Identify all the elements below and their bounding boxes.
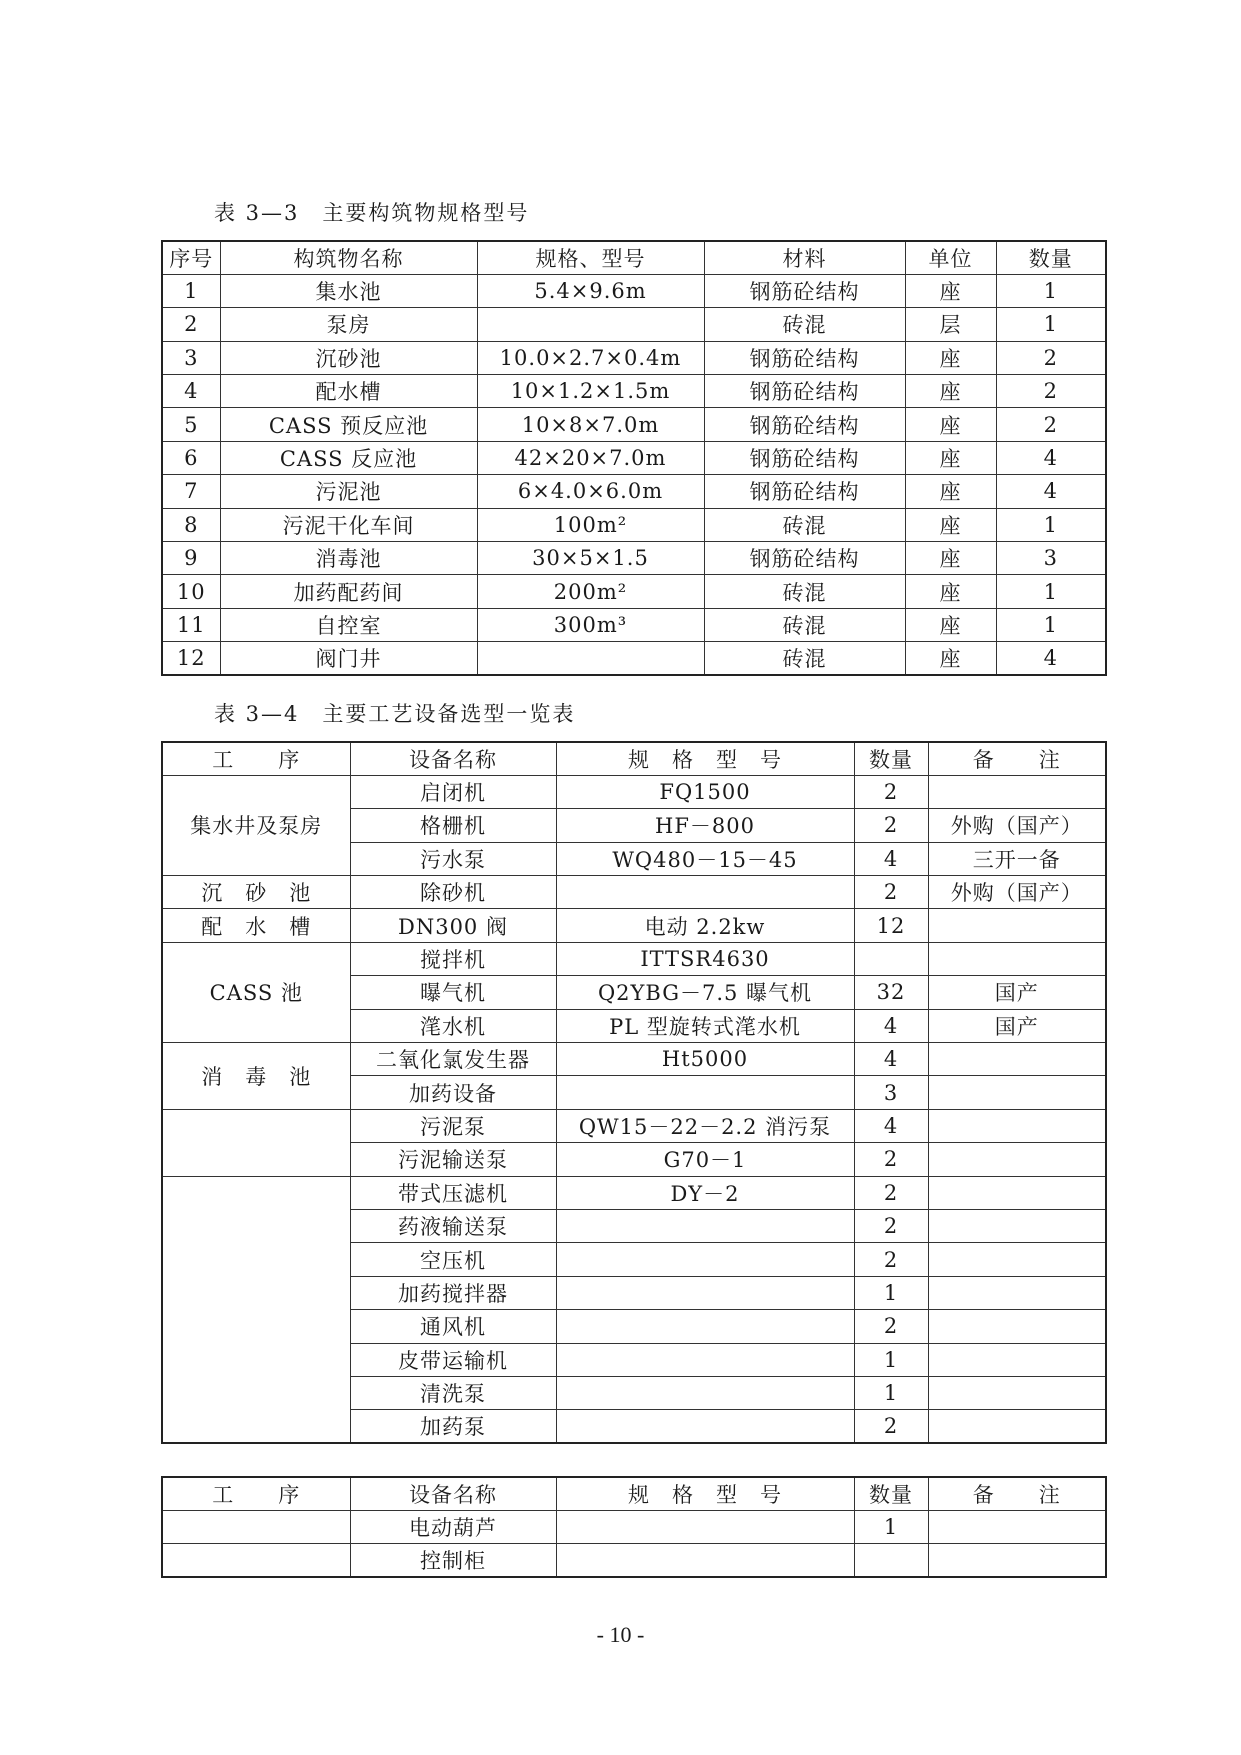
cell-quantity: 4 xyxy=(854,1009,928,1042)
cell-quantity: 1 xyxy=(996,508,1106,541)
page-number: - 10 - xyxy=(596,1622,645,1647)
cell-unit: 座 xyxy=(905,475,996,508)
cell-spec: QW15－22－2.2 消污泵 xyxy=(556,1109,854,1142)
cell-equipment-name: DN300 阀 xyxy=(350,909,556,942)
cell-note xyxy=(928,1544,1106,1577)
table-row xyxy=(162,508,1106,541)
cell-equipment-name: 污泥输送泵 xyxy=(350,1143,556,1176)
cell-quantity: 4 xyxy=(854,1043,928,1076)
table-row xyxy=(162,642,1106,675)
cell-material: 砖混 xyxy=(704,608,905,641)
cell-equipment-name: 曝气机 xyxy=(350,976,556,1009)
cell-note: 三开一备 xyxy=(928,842,1106,875)
table-row xyxy=(162,909,1106,942)
cell-quantity: 2 xyxy=(854,1176,928,1209)
cell-equipment-name: 格栅机 xyxy=(350,809,556,842)
cell-index: 11 xyxy=(162,608,220,641)
cell-note: 国产 xyxy=(928,976,1106,1009)
header-index: 序号 xyxy=(162,241,220,274)
header-spec: 规格、型号 xyxy=(477,241,704,274)
cell-note: 国产 xyxy=(928,1009,1106,1042)
header-spec: 规 格 型 号 xyxy=(556,1477,854,1510)
cell-note xyxy=(928,1276,1106,1309)
cell-quantity: 2 xyxy=(854,809,928,842)
table-row xyxy=(162,1043,1106,1076)
cell-unit: 座 xyxy=(905,542,996,575)
cell-equipment-name: 皮带运输机 xyxy=(350,1343,556,1376)
cell-process-group-empty xyxy=(162,1176,350,1443)
header-quantity: 数量 xyxy=(996,241,1106,274)
table-row xyxy=(162,575,1106,608)
cell-note xyxy=(928,1176,1106,1209)
cell-index: 10 xyxy=(162,575,220,608)
cell-equipment-name: 搅拌机 xyxy=(350,942,556,975)
cell-spec xyxy=(556,1376,854,1409)
cell-quantity: 32 xyxy=(854,976,928,1009)
cell-structure-name: 阀门井 xyxy=(220,642,477,675)
cell-quantity: 4 xyxy=(996,642,1106,675)
cell-structure-name: CASS 反应池 xyxy=(220,441,477,474)
cell-spec xyxy=(556,876,854,909)
cell-unit: 座 xyxy=(905,508,996,541)
table-row xyxy=(162,1176,1106,1209)
table-row xyxy=(162,1544,1106,1577)
cell-equipment-name: 除砂机 xyxy=(350,876,556,909)
cell-equipment-name: 通风机 xyxy=(350,1310,556,1343)
cell-quantity: 2 xyxy=(854,775,928,808)
cell-unit: 座 xyxy=(905,274,996,307)
cell-spec: 42×20×7.0m xyxy=(477,441,704,474)
cell-spec: WQ480－15－45 xyxy=(556,842,854,875)
cell-structure-name: 集水池 xyxy=(220,274,477,307)
cell-index: 4 xyxy=(162,375,220,408)
table-row xyxy=(162,1109,1106,1142)
cell-material: 砖混 xyxy=(704,508,905,541)
cell-note xyxy=(928,1143,1106,1176)
cell-material: 钢筋砼结构 xyxy=(704,341,905,374)
cell-quantity: 2 xyxy=(996,375,1106,408)
cell-quantity: 1 xyxy=(996,608,1106,641)
table-3-4 xyxy=(161,741,1107,1444)
cell-note xyxy=(928,1076,1106,1109)
cell-structure-name: 消毒池 xyxy=(220,542,477,575)
header-quantity: 数量 xyxy=(854,1477,928,1510)
cell-quantity: 1 xyxy=(854,1376,928,1409)
table-row xyxy=(162,375,1106,408)
cell-quantity: 2 xyxy=(854,1209,928,1242)
cell-quantity: 12 xyxy=(854,909,928,942)
table-3-3-caption: 表 3—3 主要构筑物规格型号 xyxy=(214,201,530,225)
cell-process-group: 集水井及泵房 xyxy=(162,775,350,875)
table-row xyxy=(162,608,1106,641)
cell-spec: 10×1.2×1.5m xyxy=(477,375,704,408)
cell-note: 外购（国产） xyxy=(928,876,1106,909)
cell-spec xyxy=(556,1276,854,1309)
cell-spec xyxy=(556,1076,854,1109)
cell-process-group: 沉 砂 池 xyxy=(162,876,350,909)
cell-index: 2 xyxy=(162,308,220,341)
cell-spec xyxy=(556,1544,854,1577)
table-row xyxy=(162,876,1106,909)
cell-equipment-name: 带式压滤机 xyxy=(350,1176,556,1209)
cell-spec xyxy=(556,1243,854,1276)
cell-process-group: 配 水 槽 xyxy=(162,909,350,942)
cell-quantity: 1 xyxy=(854,1276,928,1309)
cell-index: 9 xyxy=(162,542,220,575)
cell-quantity: 4 xyxy=(996,441,1106,474)
header-equipment-name: 设备名称 xyxy=(350,742,556,775)
cell-quantity xyxy=(854,1544,928,1577)
cell-spec: 30×5×1.5 xyxy=(477,542,704,575)
cell-equipment-name: 清洗泵 xyxy=(350,1376,556,1409)
cell-structure-name: 沉砂池 xyxy=(220,341,477,374)
cell-quantity: 2 xyxy=(854,1410,928,1443)
cell-unit: 座 xyxy=(905,375,996,408)
table-3-4-continued xyxy=(161,1476,1107,1578)
cell-spec: 电动 2.2kw xyxy=(556,909,854,942)
cell-equipment-name: 污泥泵 xyxy=(350,1109,556,1142)
cell-material: 钢筋砼结构 xyxy=(704,274,905,307)
cell-spec xyxy=(556,1343,854,1376)
table-row xyxy=(162,274,1106,307)
cell-equipment-name: 空压机 xyxy=(350,1243,556,1276)
cell-spec xyxy=(477,308,704,341)
cell-equipment-name: 加药泵 xyxy=(350,1410,556,1443)
cell-process-group: 消 毒 池 xyxy=(162,1043,350,1110)
table-header-row xyxy=(162,742,1106,775)
cell-quantity: 2 xyxy=(996,408,1106,441)
header-unit: 单位 xyxy=(905,241,996,274)
cell-spec: FQ1500 xyxy=(556,775,854,808)
cell-spec: 200m² xyxy=(477,575,704,608)
cell-unit: 座 xyxy=(905,642,996,675)
cell-equipment-name: 药液输送泵 xyxy=(350,1209,556,1242)
cell-process xyxy=(162,1544,350,1577)
table-row xyxy=(162,341,1106,374)
cell-spec: DY－2 xyxy=(556,1176,854,1209)
cell-spec xyxy=(556,1209,854,1242)
table-row xyxy=(162,1510,1106,1543)
cell-note xyxy=(928,775,1106,808)
cell-unit: 座 xyxy=(905,608,996,641)
cell-quantity: 2 xyxy=(996,341,1106,374)
header-quantity: 数量 xyxy=(854,742,928,775)
header-equipment-name: 设备名称 xyxy=(350,1477,556,1510)
table-row xyxy=(162,408,1106,441)
cell-quantity: 1 xyxy=(996,308,1106,341)
header-spec: 规 格 型 号 xyxy=(556,742,854,775)
cell-spec: PL 型旋转式滗水机 xyxy=(556,1009,854,1042)
cell-spec: 5.4×9.6m xyxy=(477,274,704,307)
cell-spec: ITTSR4630 xyxy=(556,942,854,975)
cell-unit: 座 xyxy=(905,441,996,474)
cell-quantity: 3 xyxy=(854,1076,928,1109)
cell-index: 5 xyxy=(162,408,220,441)
cell-quantity: 3 xyxy=(996,542,1106,575)
cell-note xyxy=(928,1310,1106,1343)
cell-note xyxy=(928,909,1106,942)
cell-quantity: 1 xyxy=(996,575,1106,608)
cell-spec: 10.0×2.7×0.4m xyxy=(477,341,704,374)
cell-note xyxy=(928,1109,1106,1142)
header-process: 工 序 xyxy=(162,742,350,775)
cell-note xyxy=(928,1510,1106,1543)
cell-spec: 100m² xyxy=(477,508,704,541)
cell-process-group: CASS 池 xyxy=(162,942,350,1042)
header-note: 备 注 xyxy=(928,1477,1106,1510)
cell-equipment-name: 二氧化氯发生器 xyxy=(350,1043,556,1076)
cell-quantity: 2 xyxy=(854,876,928,909)
cell-spec xyxy=(477,642,704,675)
cell-note xyxy=(928,1343,1106,1376)
cell-index: 7 xyxy=(162,475,220,508)
header-material: 材料 xyxy=(704,241,905,274)
cell-note xyxy=(928,1243,1106,1276)
cell-spec xyxy=(556,1310,854,1343)
cell-unit: 座 xyxy=(905,575,996,608)
cell-unit: 层 xyxy=(905,308,996,341)
cell-note: 外购（国产） xyxy=(928,809,1106,842)
cell-equipment-name: 电动葫芦 xyxy=(350,1510,556,1543)
cell-structure-name: 污泥干化车间 xyxy=(220,508,477,541)
cell-unit: 座 xyxy=(905,341,996,374)
cell-structure-name: 污泥池 xyxy=(220,475,477,508)
cell-note xyxy=(928,1410,1106,1443)
cell-quantity: 4 xyxy=(854,842,928,875)
cell-equipment-name: 滗水机 xyxy=(350,1009,556,1042)
table-row xyxy=(162,308,1106,341)
table-row xyxy=(162,475,1106,508)
cell-quantity: 1 xyxy=(996,274,1106,307)
table-row xyxy=(162,775,1106,808)
cell-spec: HF－800 xyxy=(556,809,854,842)
cell-spec: G70－1 xyxy=(556,1143,854,1176)
cell-material: 钢筋砼结构 xyxy=(704,441,905,474)
cell-quantity: 2 xyxy=(854,1310,928,1343)
table-header-row xyxy=(162,241,1106,274)
cell-spec: 10×8×7.0m xyxy=(477,408,704,441)
cell-quantity: 2 xyxy=(854,1243,928,1276)
cell-index: 8 xyxy=(162,508,220,541)
cell-quantity: 4 xyxy=(854,1109,928,1142)
cell-index: 1 xyxy=(162,274,220,307)
cell-quantity: 1 xyxy=(854,1510,928,1543)
cell-unit: 座 xyxy=(905,408,996,441)
table-row xyxy=(162,942,1106,975)
cell-spec: 300m³ xyxy=(477,608,704,641)
header-process: 工 序 xyxy=(162,1477,350,1510)
cell-quantity: 1 xyxy=(854,1343,928,1376)
table-row xyxy=(162,441,1106,474)
cell-equipment-name: 启闭机 xyxy=(350,775,556,808)
cell-spec: Ht5000 xyxy=(556,1043,854,1076)
cell-spec xyxy=(556,1510,854,1543)
cell-material: 砖混 xyxy=(704,642,905,675)
cell-quantity: 4 xyxy=(996,475,1106,508)
cell-structure-name: 配水槽 xyxy=(220,375,477,408)
cell-equipment-name: 污水泵 xyxy=(350,842,556,875)
cell-equipment-name: 加药设备 xyxy=(350,1076,556,1109)
cell-note xyxy=(928,1043,1106,1076)
cell-structure-name: CASS 预反应池 xyxy=(220,408,477,441)
cell-material: 砖混 xyxy=(704,308,905,341)
cell-quantity: 2 xyxy=(854,1143,928,1176)
table-header-row xyxy=(162,1477,1106,1510)
cell-note xyxy=(928,1209,1106,1242)
table-3-4-caption: 表 3—4 主要工艺设备选型一览表 xyxy=(214,702,576,726)
table-row xyxy=(162,542,1106,575)
table-3-3 xyxy=(161,240,1107,676)
cell-note xyxy=(928,942,1106,975)
cell-material: 砖混 xyxy=(704,575,905,608)
cell-equipment-name: 控制柜 xyxy=(350,1544,556,1577)
cell-spec: 6×4.0×6.0m xyxy=(477,475,704,508)
cell-index: 3 xyxy=(162,341,220,374)
cell-spec xyxy=(556,1410,854,1443)
cell-index: 6 xyxy=(162,441,220,474)
header-note: 备 注 xyxy=(928,742,1106,775)
cell-material: 钢筋砼结构 xyxy=(704,375,905,408)
header-structure-name: 构筑物名称 xyxy=(220,241,477,274)
cell-equipment-name: 加药搅拌器 xyxy=(350,1276,556,1309)
cell-note xyxy=(928,1376,1106,1409)
cell-material: 钢筋砼结构 xyxy=(704,542,905,575)
cell-material: 钢筋砼结构 xyxy=(704,475,905,508)
cell-spec: Q2YBG－7.5 曝气机 xyxy=(556,976,854,1009)
cell-material: 钢筋砼结构 xyxy=(704,408,905,441)
cell-quantity xyxy=(854,942,928,975)
cell-process-group-empty xyxy=(162,1109,350,1176)
cell-structure-name: 加药配药间 xyxy=(220,575,477,608)
cell-structure-name: 自控室 xyxy=(220,608,477,641)
cell-process xyxy=(162,1510,350,1543)
cell-structure-name: 泵房 xyxy=(220,308,477,341)
cell-index: 12 xyxy=(162,642,220,675)
